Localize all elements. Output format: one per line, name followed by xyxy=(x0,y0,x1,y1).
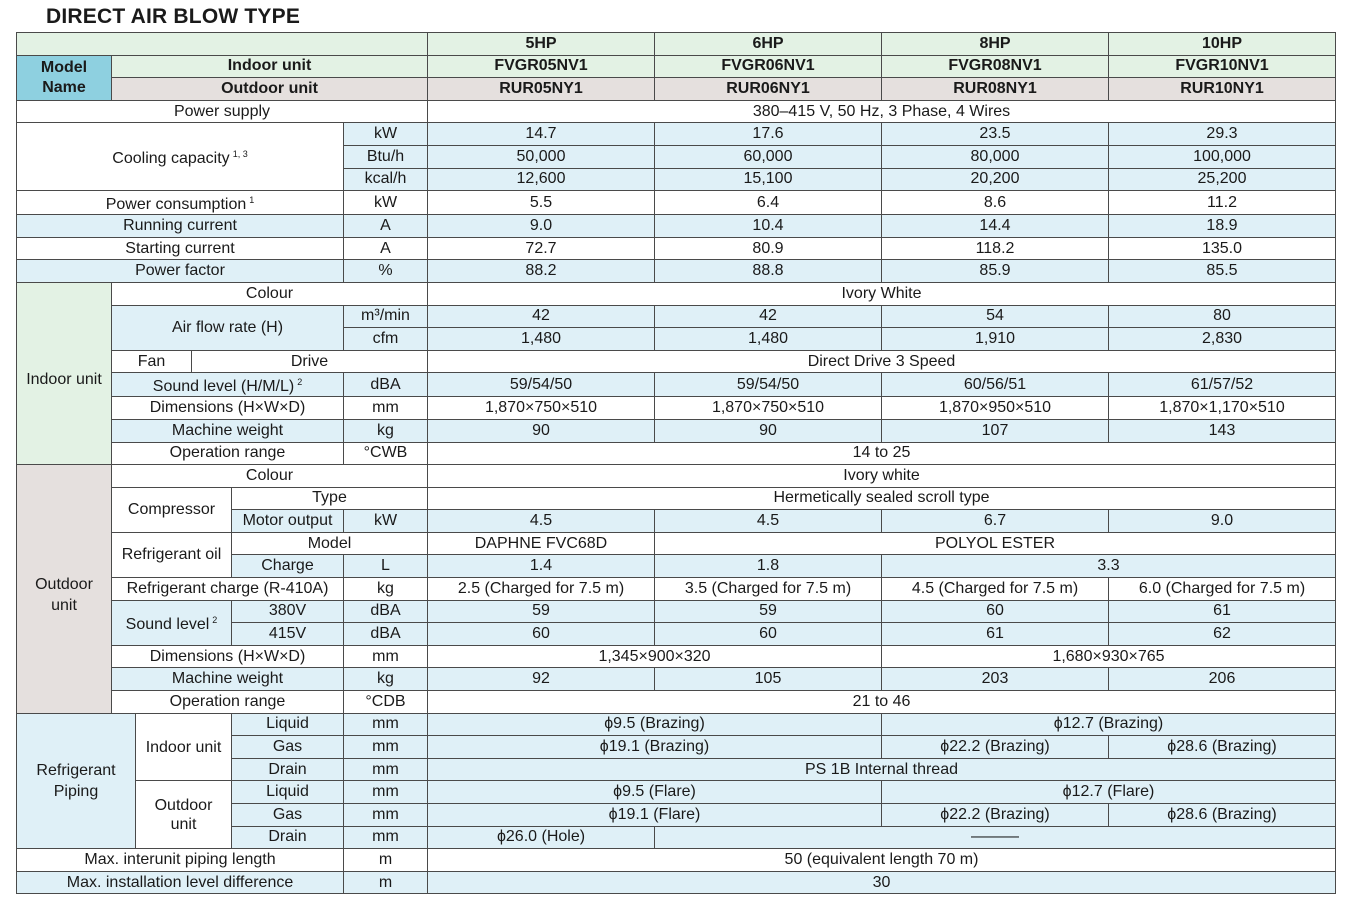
cooling-unit-kcal: kcal/h xyxy=(344,168,428,191)
outdoor-sound-380-8: 60 xyxy=(882,600,1109,623)
cooling-btu-6: 60,000 xyxy=(655,145,882,168)
hp-6: 6HP xyxy=(655,33,882,56)
cooling-kcal-5: 12,600 xyxy=(428,168,655,191)
outdoor-model-10: RUR10NY1 xyxy=(1109,78,1336,101)
indoor-operation-unit: °CWB xyxy=(344,442,428,465)
running-current-10: 18.9 xyxy=(1109,215,1336,238)
piping-outdoor-liquid-8-10: ϕ12.7 (Flare) xyxy=(882,781,1336,804)
indoor-cfm-10: 2,830 xyxy=(1109,328,1336,351)
cooling-btu-8: 80,000 xyxy=(882,145,1109,168)
indoor-airflow-unit1: m³/min xyxy=(344,305,428,328)
outdoor-weight-10: 206 xyxy=(1109,668,1336,691)
indoor-fan-value: Direct Drive 3 Speed xyxy=(428,350,1336,373)
cooling-btu-5: 50,000 xyxy=(428,145,655,168)
refrigerant-charge-6: 3.5 (Charged for 7.5 m) xyxy=(655,578,882,601)
indoor-model-10: FVGR10NV1 xyxy=(1109,55,1336,78)
outdoor-sound-415-label: 415V xyxy=(232,623,344,646)
compressor-motor-8: 6.7 xyxy=(882,510,1109,533)
power-factor-8: 85.9 xyxy=(882,260,1109,283)
starting-current-5: 72.7 xyxy=(428,237,655,260)
outdoor-colour-value: Ivory white xyxy=(428,465,1336,488)
cooling-label: Cooling capacity $^{1, 3}$ xyxy=(17,123,344,191)
max-piping-unit: m xyxy=(344,849,428,872)
indoor-weight-5: 90 xyxy=(428,419,655,442)
oil-model-label: Model xyxy=(232,532,428,555)
piping-section-label: Refrigerant Piping xyxy=(17,713,136,849)
hp-5: 5HP xyxy=(428,33,655,56)
indoor-colour-row xyxy=(17,282,1336,305)
refrigerant-charge-5: 2.5 (Charged for 7.5 m) xyxy=(428,578,655,601)
piping-indoor-gas-unit: mm xyxy=(344,736,428,759)
compressor-motor-label: Motor output xyxy=(232,510,344,533)
compressor-label: Compressor xyxy=(112,487,232,532)
running-current-unit: A xyxy=(344,215,428,238)
piping-outdoor-drain-6-10: ——— xyxy=(655,826,1336,849)
indoor-weight-label: Machine weight xyxy=(112,419,344,442)
max-piping-label: Max. interunit piping length xyxy=(17,849,344,872)
oil-model-value-2: POLYOL ESTER xyxy=(655,532,1336,555)
outdoor-sound-380-6: 59 xyxy=(655,600,882,623)
max-level-label: Max. installation level difference xyxy=(17,871,344,894)
indoor-dimensions-label: Dimensions (H×W×D) xyxy=(112,397,344,420)
outdoor-weight-6: 105 xyxy=(655,668,882,691)
outdoor-dimensions-row xyxy=(17,645,1336,668)
piping-indoor-drain-unit: mm xyxy=(344,758,428,781)
power-consumption-unit: kW xyxy=(344,191,428,215)
outdoor-sound-415-5: 60 xyxy=(428,623,655,646)
piping-indoor-gas-label: Gas xyxy=(232,736,344,759)
cooling-kw-8: 23.5 xyxy=(882,123,1109,146)
indoor-airflow-label: Air flow rate (H) xyxy=(112,305,344,350)
indoor-colour-label: Colour xyxy=(112,282,428,305)
indoor-fan-drive-label: Drive xyxy=(192,350,428,373)
indoor-cfm-8: 1,910 xyxy=(882,328,1109,351)
piping-outdoor-drain-label: Drain xyxy=(232,826,344,849)
indoor-airflow-unit2: cfm xyxy=(344,328,428,351)
piping-indoor-liquid-label: Liquid xyxy=(232,713,344,736)
running-current-label: Running current xyxy=(17,215,344,238)
cooling-row-kw xyxy=(17,123,1336,146)
power-supply-row xyxy=(17,100,1336,123)
indoor-weight-10: 143 xyxy=(1109,419,1336,442)
outdoor-sound-380-unit: dBA xyxy=(344,600,428,623)
indoor-airflow-5: 42 xyxy=(428,305,655,328)
outdoor-sound-380-row xyxy=(17,600,1336,623)
piping-outdoor-drain-5: ϕ26.0 (Hole) xyxy=(428,826,655,849)
piping-outdoor-liquid-label: Liquid xyxy=(232,781,344,804)
max-piping-row xyxy=(17,849,1336,872)
cooling-unit-kw: kW xyxy=(344,123,428,146)
header-hp-row xyxy=(17,33,1336,56)
outdoor-sound-415-6: 60 xyxy=(655,623,882,646)
indoor-dimensions-5: 1,870×750×510 xyxy=(428,397,655,420)
outdoor-operation-label: Operation range xyxy=(112,691,344,714)
page-title: DIRECT AIR BLOW TYPE xyxy=(46,5,301,28)
compressor-type-label: Type xyxy=(232,487,428,510)
max-piping-value: 50 (equivalent length 70 m) xyxy=(428,849,1336,872)
oil-charge-label: Charge xyxy=(232,555,344,578)
compressor-type-row xyxy=(17,487,1336,510)
indoor-sound-6: 59/54/50 xyxy=(655,373,882,397)
piping-outdoor-gas-unit: mm xyxy=(344,804,428,827)
oil-charge-8-10: 3.3 xyxy=(882,555,1336,578)
compressor-motor-unit: kW xyxy=(344,510,428,533)
piping-outdoor-liquid-unit: mm xyxy=(344,781,428,804)
oil-charge-5: 1.4 xyxy=(428,555,655,578)
piping-outdoor-gas-label: Gas xyxy=(232,804,344,827)
compressor-motor-5: 4.5 xyxy=(428,510,655,533)
outdoor-colour-row xyxy=(17,465,1336,488)
indoor-airflow-6: 42 xyxy=(655,305,882,328)
model-name-label: Model Name xyxy=(17,55,112,100)
piping-outdoor-label: Outdoor unit xyxy=(136,781,232,849)
indoor-sound-unit: dBA xyxy=(344,373,428,397)
starting-current-row xyxy=(17,237,1336,260)
starting-current-label: Starting current xyxy=(17,237,344,260)
piping-indoor-gas-5-6: ϕ19.1 (Brazing) xyxy=(428,736,882,759)
power-consumption-10: 11.2 xyxy=(1109,191,1336,215)
indoor-sound-8: 60/56/51 xyxy=(882,373,1109,397)
refrigerant-charge-10: 6.0 (Charged for 7.5 m) xyxy=(1109,578,1336,601)
outdoor-sound-415-10: 62 xyxy=(1109,623,1336,646)
max-level-unit: m xyxy=(344,871,428,894)
piping-indoor-gas-10: ϕ28.6 (Brazing) xyxy=(1109,736,1336,759)
piping-outdoor-drain-unit: mm xyxy=(344,826,428,849)
piping-outdoor-gas-8: ϕ22.2 (Brazing) xyxy=(882,804,1109,827)
outdoor-weight-row xyxy=(17,668,1336,691)
running-current-6: 10.4 xyxy=(655,215,882,238)
outdoor-model-8: RUR08NY1 xyxy=(882,78,1109,101)
indoor-weight-8: 107 xyxy=(882,419,1109,442)
piping-indoor-liquid-5-6: ϕ9.5 (Brazing) xyxy=(428,713,882,736)
power-factor-5: 88.2 xyxy=(428,260,655,283)
indoor-dimensions-6: 1,870×750×510 xyxy=(655,397,882,420)
indoor-dimensions-8: 1,870×950×510 xyxy=(882,397,1109,420)
power-factor-label: Power factor xyxy=(17,260,344,283)
indoor-sound-10: 61/57/52 xyxy=(1109,373,1336,397)
cooling-kw-6: 17.6 xyxy=(655,123,882,146)
running-current-row xyxy=(17,215,1336,238)
power-consumption-8: 8.6 xyxy=(882,191,1109,215)
piping-outdoor-liquid-5-6: ϕ9.5 (Flare) xyxy=(428,781,882,804)
cooling-kcal-10: 25,200 xyxy=(1109,168,1336,191)
header-indoor-row xyxy=(17,55,1336,78)
indoor-weight-row xyxy=(17,419,1336,442)
oil-charge-unit: L xyxy=(344,555,428,578)
max-level-row xyxy=(17,871,1336,894)
piping-indoor-label: Indoor unit xyxy=(136,713,232,781)
indoor-sound-row xyxy=(17,373,1336,397)
outdoor-sound-415-unit: dBA xyxy=(344,623,428,646)
header-outdoor-row xyxy=(17,78,1336,101)
indoor-dimensions-10: 1,870×1,170×510 xyxy=(1109,397,1336,420)
indoor-cfm-5: 1,480 xyxy=(428,328,655,351)
outdoor-sound-380-label: 380V xyxy=(232,600,344,623)
max-level-value: 30 xyxy=(428,871,1336,894)
cooling-unit-btu: Btu/h xyxy=(344,145,428,168)
cooling-kw-10: 29.3 xyxy=(1109,123,1336,146)
piping-indoor-liquid-8-10: ϕ12.7 (Brazing) xyxy=(882,713,1336,736)
indoor-airflow-8: 54 xyxy=(882,305,1109,328)
compressor-motor-6: 4.5 xyxy=(655,510,882,533)
oil-model-row xyxy=(17,532,1336,555)
indoor-operation-value: 14 to 25 xyxy=(428,442,1336,465)
outdoor-weight-8: 203 xyxy=(882,668,1109,691)
indoor-fan-label: Fan xyxy=(112,350,192,373)
outdoor-weight-label: Machine weight xyxy=(112,668,344,691)
indoor-cfm-6: 1,480 xyxy=(655,328,882,351)
indoor-operation-label: Operation range xyxy=(112,442,344,465)
indoor-airflow-10: 80 xyxy=(1109,305,1336,328)
piping-indoor-drain-label: Drain xyxy=(232,758,344,781)
outdoor-unit-label: Outdoor unit xyxy=(112,78,428,101)
indoor-model-5: FVGR05NV1 xyxy=(428,55,655,78)
outdoor-model-5: RUR05NY1 xyxy=(428,78,655,101)
indoor-model-6: FVGR06NV1 xyxy=(655,55,882,78)
indoor-operation-row xyxy=(17,442,1336,465)
power-factor-row xyxy=(17,260,1336,283)
running-current-8: 14.4 xyxy=(882,215,1109,238)
power-consumption-6: 6.4 xyxy=(655,191,882,215)
indoor-sound-label: Sound level (H/M/L) $^2$ xyxy=(112,373,344,397)
cooling-btu-10: 100,000 xyxy=(1109,145,1336,168)
cooling-kcal-6: 15,100 xyxy=(655,168,882,191)
indoor-unit-label: Indoor unit xyxy=(112,55,428,78)
power-consumption-row xyxy=(17,191,1336,215)
outdoor-dimensions-label: Dimensions (H×W×D) xyxy=(112,645,344,668)
piping-indoor-drain-value: PS 1B Internal thread xyxy=(428,758,1336,781)
oil-charge-6: 1.8 xyxy=(655,555,882,578)
outdoor-sound-380-5: 59 xyxy=(428,600,655,623)
outdoor-dimensions-8-10: 1,680×930×765 xyxy=(882,645,1336,668)
piping-outdoor-liquid-row xyxy=(17,781,1336,804)
refrigerant-charge-unit: kg xyxy=(344,578,428,601)
running-current-5: 9.0 xyxy=(428,215,655,238)
refrigerant-charge-row xyxy=(17,578,1336,601)
cooling-kw-5: 14.7 xyxy=(428,123,655,146)
cooling-kcal-8: 20,200 xyxy=(882,168,1109,191)
power-factor-unit: % xyxy=(344,260,428,283)
outdoor-weight-5: 92 xyxy=(428,668,655,691)
starting-current-8: 118.2 xyxy=(882,237,1109,260)
power-factor-6: 88.8 xyxy=(655,260,882,283)
indoor-colour-value: Ivory White xyxy=(428,282,1336,305)
indoor-dimensions-unit: mm xyxy=(344,397,428,420)
starting-current-10: 135.0 xyxy=(1109,237,1336,260)
hp-8: 8HP xyxy=(882,33,1109,56)
piping-indoor-gas-8: ϕ22.2 (Brazing) xyxy=(882,736,1109,759)
outdoor-sound-380-10: 61 xyxy=(1109,600,1336,623)
indoor-model-8: FVGR08NV1 xyxy=(882,55,1109,78)
oil-label: Refrigerant oil xyxy=(112,532,232,577)
power-consumption-5: 5.5 xyxy=(428,191,655,215)
outdoor-operation-unit: °CDB xyxy=(344,691,428,714)
indoor-sound-5: 59/54/50 xyxy=(428,373,655,397)
outdoor-operation-row xyxy=(17,691,1336,714)
outdoor-sound-415-8: 61 xyxy=(882,623,1109,646)
power-factor-10: 85.5 xyxy=(1109,260,1336,283)
indoor-section-label: Indoor unit xyxy=(17,282,112,464)
power-supply-label: Power supply xyxy=(17,100,428,123)
compressor-motor-10: 9.0 xyxy=(1109,510,1336,533)
power-consumption-label: Power consumption $^1$ xyxy=(17,191,344,215)
compressor-type-value: Hermetically sealed scroll type xyxy=(428,487,1336,510)
piping-indoor-liquid-row xyxy=(17,713,1336,736)
power-supply-value: 380–415 V, 50 Hz, 3 Phase, 4 Wires xyxy=(428,100,1336,123)
oil-model-value-1: DAPHNE FVC68D xyxy=(428,532,655,555)
starting-current-6: 80.9 xyxy=(655,237,882,260)
outdoor-dimensions-5-6: 1,345×900×320 xyxy=(428,645,882,668)
indoor-dimensions-row xyxy=(17,397,1336,420)
outdoor-weight-unit: kg xyxy=(344,668,428,691)
refrigerant-charge-label: Refrigerant charge (R-410A) xyxy=(112,578,344,601)
hp-10: 10HP xyxy=(1109,33,1336,56)
indoor-weight-unit: kg xyxy=(344,419,428,442)
indoor-airflow-row xyxy=(17,305,1336,328)
piping-outdoor-gas-5-6: ϕ19.1 (Flare) xyxy=(428,804,882,827)
outdoor-sound-label: Sound level $^2$ xyxy=(112,600,232,645)
outdoor-operation-value: 21 to 46 xyxy=(428,691,1336,714)
outdoor-model-6: RUR06NY1 xyxy=(655,78,882,101)
indoor-fan-row xyxy=(17,350,1336,373)
outdoor-section-label: Outdoor unit xyxy=(17,465,112,714)
piping-outdoor-gas-10: ϕ28.6 (Brazing) xyxy=(1109,804,1336,827)
refrigerant-charge-8: 4.5 (Charged for 7.5 m) xyxy=(882,578,1109,601)
outdoor-colour-label: Colour xyxy=(112,465,428,488)
outdoor-dimensions-unit: mm xyxy=(344,645,428,668)
piping-indoor-liquid-unit: mm xyxy=(344,713,428,736)
indoor-weight-6: 90 xyxy=(655,419,882,442)
starting-current-unit: A xyxy=(344,237,428,260)
spec-table xyxy=(16,32,1336,894)
